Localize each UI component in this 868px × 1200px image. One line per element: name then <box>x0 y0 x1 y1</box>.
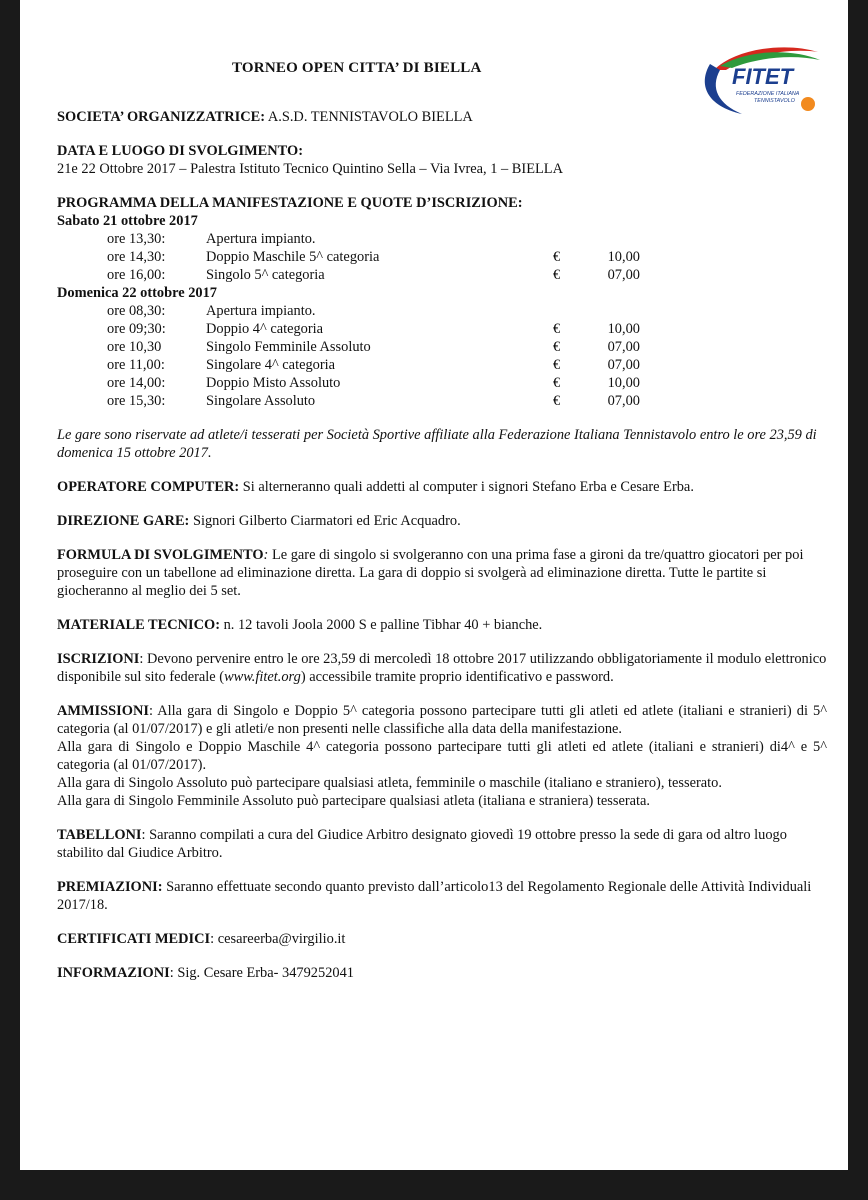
admissions-text-1: : Alla gara di Singolo e Doppio 5^ categoria possono partecipare tutti gli atleti ed atlete (italiani e stranieri) di 5^ categoria (al 01/07/2017) e gli atleti/e non presenti nelle classifiche alla data della manifestazione. <box>57 703 827 737</box>
event-time: ore 09;30: <box>107 321 166 337</box>
awards-label: PREMIAZIONI: <box>57 879 163 895</box>
registration-paragraph <box>57 650 827 686</box>
admissions-paragraph-1 <box>57 702 827 738</box>
event-price: 10,00 <box>607 249 640 265</box>
event-name: Singolare Assoluto <box>206 393 316 409</box>
direction-label: DIREZIONE GARE: <box>57 513 190 529</box>
document-page <box>20 0 848 1170</box>
event-name: Doppio Misto Assoluto <box>206 375 341 391</box>
event-price: 07,00 <box>607 339 640 355</box>
registration-text-end: ) accessibile tramite proprio identificativo e password. <box>300 669 614 685</box>
operator-label: OPERATORE COMPUTER: <box>57 479 240 495</box>
medical-line <box>57 930 827 948</box>
euro-sign: € <box>553 357 561 373</box>
material-value: n. 12 tavoli Joola 2000 S e palline Tibhar 40 + bianche. <box>223 617 543 633</box>
document-title: TORNEO OPEN CITTA’ DI BIELLA <box>232 60 482 76</box>
schedule-row <box>57 248 827 266</box>
material-label: MATERIALE TECNICO: <box>57 617 220 633</box>
event-time: ore 16,00: <box>107 267 166 283</box>
registration-label: ISCRIZIONI <box>57 651 140 667</box>
awards-paragraph <box>57 878 827 914</box>
event-price: 07,00 <box>607 267 640 283</box>
tables-paragraph <box>57 826 827 862</box>
saturday-schedule <box>57 230 827 284</box>
registration-text: : Devono pervenire entro le ore 23,59 di mercoledì 18 ottobre 2017 utilizzando obbligatoriamente il modulo elettronico disponibile sul sito federale ( <box>57 651 827 685</box>
euro-sign: € <box>553 375 561 391</box>
organizer-line: SOCIETA’ ORGANIZZATRICE: A.S.D. TENNISTAVOLO BIELLA <box>57 109 473 125</box>
formula-label: FORMULA DI SVOLGIMENTO <box>57 547 264 563</box>
schedule-row <box>57 230 827 248</box>
logo-wordmark: FITET <box>732 64 794 89</box>
event-time: ore 14,30: <box>107 249 166 265</box>
program-heading: PROGRAMMA DELLA MANIFESTAZIONE E QUOTE D’ISCRIZIONE: <box>57 195 523 211</box>
info-line <box>57 964 827 982</box>
sunday-heading: Domenica 22 ottobre 2017 <box>57 285 218 301</box>
direction-value: Signori Gilberto Ciarmatori ed Eric Acquadro. <box>192 513 461 529</box>
admissions-paragraph-4: Alla gara di Singolo Femminile Assoluto può partecipare qualsiasi atleta (italiana e straniera) tesserata. <box>57 793 651 809</box>
operator-line <box>57 478 827 496</box>
tables-value: : Saranno compilati a cura del Giudice Arbitro designato giovedì 19 ottobre presso la sede di gara od altro luogo stabilito dal Giudice Arbitro. <box>57 827 787 861</box>
direction-line <box>57 512 827 530</box>
admissions-label: AMMISSIONI <box>57 703 149 719</box>
medical-value: : cesareerba@virgilio.it <box>210 931 346 947</box>
venue-value: 21e 22 Ottobre 2017 – Palestra Istituto Tecnico Quintino Sella – Via Ivrea, 1 – BIELLA <box>57 161 563 177</box>
event-name: Apertura impianto. <box>206 303 316 319</box>
medical-label: CERTIFICATI MEDICI <box>57 931 211 947</box>
event-name: Singolare 4^ categoria <box>206 357 336 373</box>
event-name: Singolo 5^ categoria <box>206 267 325 283</box>
event-time: ore 14,00: <box>107 375 166 391</box>
schedule-row <box>57 392 827 410</box>
euro-sign: € <box>553 249 561 265</box>
schedule-row <box>57 266 827 284</box>
organizer-label: SOCIETA’ ORGANIZZATRICE <box>57 109 261 125</box>
venue-label: DATA E LUOGO DI SVOLGIMENTO: <box>57 143 303 159</box>
event-name: Doppio 4^ categoria <box>206 321 324 337</box>
fitet-link[interactable]: www.fitet.org <box>224 669 301 685</box>
event-time: ore 11,00: <box>107 357 165 373</box>
event-name: Apertura impianto. <box>206 231 316 247</box>
event-time: ore 15,30: <box>107 393 166 409</box>
schedule-row <box>57 320 827 338</box>
event-name: Singolo Femminile Assoluto <box>206 339 371 355</box>
admissions-paragraph-2: Alla gara di Singolo e Doppio Maschile 4^ categoria possono partecipare tutti gli atleti ed atlete (italiani e stranieri) di4^ e 5^ categoria (al 01/07/2017). <box>57 739 827 773</box>
event-time: ore 10,30 <box>107 339 162 355</box>
admissions-section <box>57 702 827 810</box>
logo-subtitle-2: TENNISTAVOLO <box>754 98 795 104</box>
sunday-schedule <box>57 302 827 410</box>
material-line <box>57 616 827 634</box>
event-price: 07,00 <box>607 357 640 373</box>
operator-value: Si alterneranno quali addetti al computer i signori Stefano Erba e Cesare Erba. <box>242 479 694 495</box>
tables-label: TABELLONI <box>57 827 142 843</box>
formula-separator: : <box>263 547 269 563</box>
info-label: INFORMAZIONI <box>57 965 170 981</box>
schedule-row <box>57 374 827 392</box>
event-price: 07,00 <box>607 393 640 409</box>
formula-paragraph <box>57 546 827 600</box>
saturday-heading: Sabato 21 ottobre 2017 <box>57 213 198 229</box>
schedule-row <box>57 338 827 356</box>
formula-value: Le gare di singolo si svolgeranno con una prima fase a gironi da tre/quattro giocatori per poi proseguire con un tabellone ad eliminazione diretta. La gara di doppio si svolgerà ad eliminazione diretta. Tutte le partite si giocheranno al meglio dei 5 set. <box>57 547 804 599</box>
euro-sign: € <box>553 339 561 355</box>
eligibility-note: Le gare sono riservate ad atlete/i tesserati per Società Sportive affiliate alla Federazione Italiana Tennistavolo entro le ore 23,59 di domenica 15 ottobre 2017. <box>57 427 817 461</box>
euro-sign: € <box>553 393 561 409</box>
schedule-row <box>57 302 827 320</box>
event-time: ore 13,30: <box>107 231 166 247</box>
info-value: : Sig. Cesare Erba- 3479252041 <box>169 965 354 981</box>
logo-subtitle-1: FEDERAZIONE ITALIANA <box>736 91 800 97</box>
schedule-row <box>57 356 827 374</box>
document-body <box>57 108 827 982</box>
event-price: 10,00 <box>607 321 640 337</box>
organizer-value: A.S.D. TENNISTAVOLO BIELLA <box>267 109 473 125</box>
awards-value: Saranno effettuate secondo quanto previsto dall’articolo13 del Regolamento Regionale delle Attività Individuali 2017/18. <box>57 879 812 913</box>
event-price: 10,00 <box>607 375 640 391</box>
event-time: ore 08,30: <box>107 303 166 319</box>
euro-sign: € <box>553 321 561 337</box>
event-name: Doppio Maschile 5^ categoria <box>206 249 380 265</box>
admissions-paragraph-3: Alla gara di Singolo Assoluto può partecipare qualsiasi atleta, femminile o maschile (italiano e straniero), tesserato. <box>57 775 722 791</box>
euro-sign: € <box>553 267 561 283</box>
